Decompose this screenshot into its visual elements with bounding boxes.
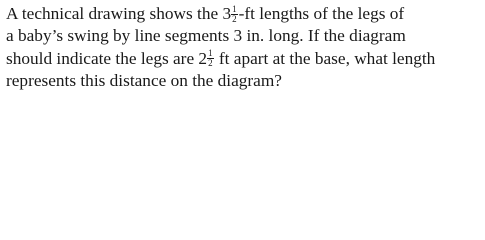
line-3-text-end: ft apart at the base, what length (214, 48, 436, 68)
problem-line-1 (6, 3, 485, 25)
line-3-text-start: should indicate the legs are 2 (6, 48, 208, 68)
fraction-denominator: 2 (232, 13, 237, 24)
fraction-numerator: 1 (208, 48, 213, 59)
fraction-one-half (207, 49, 214, 68)
problem-line-3 (6, 48, 485, 70)
line-1-text-end: -ft lengths of the legs of (238, 4, 405, 23)
problem-line-2: a baby’s swing by line segments 3 in. long. If the diagram (6, 26, 406, 46)
problem-text (0, 0, 485, 98)
fraction-numerator: 1 (232, 3, 237, 14)
problem-line-4: represents this distance on the diagram? (6, 70, 282, 90)
line-1-text-start: A technical drawing shows the 3 (6, 4, 232, 23)
fraction-denominator: 2 (208, 58, 213, 69)
fraction-one-half (231, 5, 238, 24)
